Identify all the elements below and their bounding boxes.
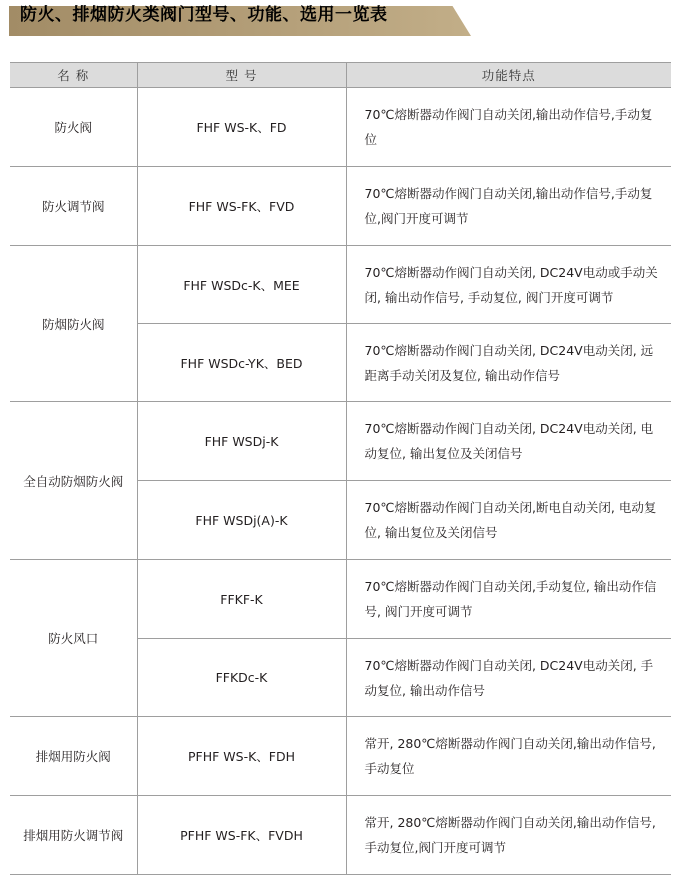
valve-features: 常开, 280℃熔断器动作阀门自动关闭,输出动作信号,手动复位,阀门开度可调节 bbox=[346, 796, 671, 875]
header-name: 名 称 bbox=[10, 63, 137, 88]
table-row bbox=[10, 796, 671, 875]
valve-name: 全自动防烟防火阀 bbox=[10, 402, 137, 560]
valve-features: 常开, 280℃熔断器动作阀门自动关闭,输出动作信号,手动复位 bbox=[346, 717, 671, 796]
table-row bbox=[10, 246, 671, 324]
valve-model: FHF WSDc-YK、BED bbox=[137, 324, 346, 402]
table-row bbox=[10, 167, 671, 246]
valve-name: 防烟防火阀 bbox=[10, 246, 137, 402]
valve-features: 70℃熔断器动作阀门自动关闭,断电自动关闭, 电动复位, 输出复位及关闭信号 bbox=[346, 481, 671, 560]
page-title: 防火、排烟防火类阀门型号、功能、选用一览表 bbox=[20, 5, 388, 25]
valve-features: 70℃熔断器动作阀门自动关闭, DC24V电动关闭, 远距离手动关闭及复位, 输出动作信号 bbox=[346, 324, 671, 402]
valve-name: 排烟用防火阀 bbox=[10, 717, 137, 796]
valve-name: 防火阀 bbox=[10, 88, 137, 167]
valve-model: FFKDc-K bbox=[137, 639, 346, 717]
valve-features: 70℃熔断器动作阀门自动关闭,输出动作信号,手动复位 bbox=[346, 88, 671, 167]
table-row bbox=[10, 88, 671, 167]
valve-model: FHF WS-FK、FVD bbox=[137, 167, 346, 246]
valve-features: 70℃熔断器动作阀门自动关闭, DC24V电动关闭, 电动复位, 输出复位及关闭信号 bbox=[346, 402, 671, 481]
table-row bbox=[10, 402, 671, 481]
valve-model: FHF WSDj-K bbox=[137, 402, 346, 481]
table-header-row bbox=[10, 63, 671, 88]
header-features: 功能特点 bbox=[346, 63, 671, 88]
valve-features: 70℃熔断器动作阀门自动关闭, DC24V电动或手动关闭, 输出动作信号, 手动复位, 阀门开度可调节 bbox=[346, 246, 671, 324]
valve-features: 70℃熔断器动作阀门自动关闭,手动复位, 输出动作信号, 阀门开度可调节 bbox=[346, 560, 671, 639]
valve-model: PFHF WS-K、FDH bbox=[137, 717, 346, 796]
valve-features: 70℃熔断器动作阀门自动关闭,输出动作信号,手动复位,阀门开度可调节 bbox=[346, 167, 671, 246]
header-model: 型 号 bbox=[137, 63, 346, 88]
valve-model: PFHF WS-FK、FVDH bbox=[137, 796, 346, 875]
valve-features: 70℃熔断器动作阀门自动关闭, DC24V电动关闭, 手动复位, 输出动作信号 bbox=[346, 639, 671, 717]
valve-name: 排烟用防火调节阀 bbox=[10, 796, 137, 875]
valve-name: 防火风口 bbox=[10, 560, 137, 717]
valve-model: FHF WSDj(A)-K bbox=[137, 481, 346, 560]
valve-model: FFKF-K bbox=[137, 560, 346, 639]
table-row bbox=[10, 717, 671, 796]
table-row bbox=[10, 560, 671, 639]
valve-model: FHF WS-K、FD bbox=[137, 88, 346, 167]
valve-model: FHF WSDc-K、MEE bbox=[137, 246, 346, 324]
valve-selection-table bbox=[10, 62, 671, 875]
valve-name: 防火调节阀 bbox=[10, 167, 137, 246]
